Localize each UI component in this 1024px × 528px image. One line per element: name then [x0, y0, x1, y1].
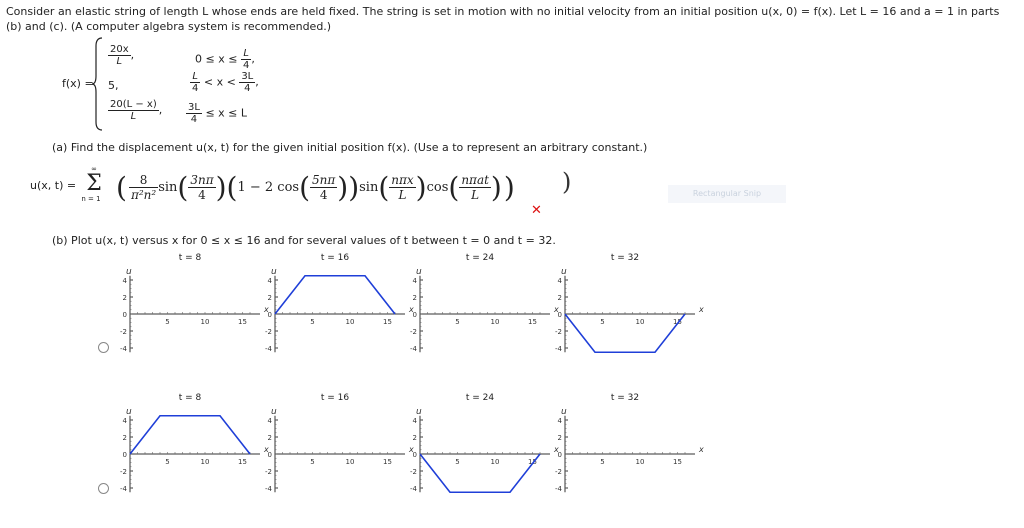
y-tick-label: 0: [267, 311, 272, 319]
y-tick-label: 0: [557, 311, 562, 319]
plot-panel: [255, 250, 415, 360]
problem-intro-2: (b) and (c). (A computer algebra system is recommended.): [6, 20, 332, 33]
arg1-num: 3nπ: [190, 173, 214, 187]
problem-intro: Consider an elastic string of length L whose ends are held fixed. The string is set in motion with no initial velocity from an initial position u(x, 0) = f(x). Let L = 16 and a = 1 in parts: [6, 5, 1000, 18]
y-tick-label: -4: [555, 485, 562, 493]
x-tick-label: 10: [490, 458, 500, 466]
arg3-den: L: [398, 188, 407, 202]
case1-den: L: [116, 56, 123, 67]
arg2-den: 4: [319, 188, 328, 202]
y-tick-label: 2: [267, 434, 272, 442]
coef-den: π²n²: [130, 188, 157, 202]
answer-field[interactable]: [116, 165, 516, 207]
x-axis-label: x: [264, 305, 269, 314]
y-tick-label: -4: [120, 485, 127, 493]
case3-num: 20(L − x): [110, 99, 157, 110]
case2-cond-num2: 3L: [241, 71, 254, 82]
piecewise-brace: [92, 36, 104, 132]
y-tick-label: 4: [557, 277, 562, 285]
plot-panel: [400, 390, 560, 500]
case3-den: L: [130, 111, 137, 122]
x-tick-label: 15: [383, 318, 392, 326]
x-axis-label: x: [264, 445, 269, 454]
y-tick-label: 4: [557, 417, 562, 425]
y-tick-label: 4: [122, 417, 127, 425]
sum-sigma: Σ: [86, 171, 102, 196]
x-axis-label: x: [409, 305, 414, 314]
sin2: sin: [359, 180, 379, 195]
x-tick-label: 15: [238, 318, 247, 326]
radio-option-1[interactable]: [98, 342, 109, 353]
plot-title: t = 16: [320, 393, 350, 403]
plot-panel: [400, 250, 560, 360]
y-tick-label: -4: [410, 485, 417, 493]
case1-num: 20x: [110, 44, 129, 55]
case1-cond-num: L: [241, 48, 251, 60]
y-axis-label: u: [271, 407, 277, 417]
case2-expr: 5,: [108, 79, 119, 92]
y-tick-label: 4: [122, 277, 127, 285]
coef-num: 8: [129, 173, 158, 188]
case1-expr: $\frac{20x}{L}$ ,: [110, 44, 135, 67]
x-tick-label: 15: [238, 458, 247, 466]
x-tick-label: 5: [455, 458, 460, 466]
y-tick-label: -4: [265, 485, 272, 493]
x-axis-label: x: [554, 445, 559, 454]
rectangular-snip-overlay: Rectangular Snip: [668, 185, 786, 203]
part-b-prompt: (b) Plot u(x, t) versus x for 0 ≤ x ≤ 16 and for several values of t between t = 0 and t = 32.: [52, 234, 556, 247]
data-line: [275, 276, 395, 314]
incorrect-icon: ✕: [531, 203, 542, 218]
sin1: sin: [158, 180, 178, 195]
sum-upper: ∞: [91, 165, 97, 173]
x-tick-label: 10: [200, 458, 210, 466]
x-tick-label: 10: [490, 318, 500, 326]
case2-cond-num1: L: [190, 71, 200, 83]
y-axis-label: u: [271, 267, 277, 277]
y-tick-label: 0: [412, 311, 417, 319]
y-tick-label: 0: [122, 451, 127, 459]
x-tick-label: 15: [383, 458, 392, 466]
x-axis-label: x: [554, 305, 559, 314]
plot-title: t = 32: [610, 253, 640, 263]
x-tick-label: 5: [600, 458, 605, 466]
case2-cond-den2: 4: [244, 83, 251, 94]
answer-expression: ( $\frac{8}{\text{π²n²}}$ sin ( $\frac{3n\pi}{4}$ ) ( 1 − 2 cos ( $\frac{5n\pi}{4}$ ) ) sin ( $\frac{\text{nπx}}{L}$ ) cos ( $\frac{\text{nπat}}{L}$ ) ): [116, 171, 515, 204]
y-tick-label: 2: [122, 294, 127, 302]
x-tick-label: 10: [635, 318, 645, 326]
sum-lower: n = 1: [81, 195, 101, 203]
x-tick-label: 15: [528, 318, 537, 326]
y-tick-label: -4: [555, 345, 562, 353]
y-tick-label: 2: [557, 294, 562, 302]
y-tick-label: -2: [555, 328, 562, 336]
y-axis-label: u: [561, 267, 567, 277]
case1-cond: 0 ≤ x ≤ $\frac{L}{4}$ ,: [195, 48, 255, 71]
case1-cond-text: 0 ≤ x ≤: [195, 52, 238, 66]
y-tick-label: 2: [267, 294, 272, 302]
y-tick-label: 4: [267, 417, 272, 425]
y-tick-label: 4: [267, 277, 272, 285]
plot-title: t = 32: [610, 393, 640, 403]
x-axis-label: x: [699, 305, 704, 314]
y-tick-label: -4: [265, 345, 272, 353]
x-tick-label: 15: [673, 458, 682, 466]
x-axis-label: x: [409, 445, 414, 454]
arg1-den: 4: [198, 188, 206, 202]
y-tick-label: 4: [412, 277, 417, 285]
plot-title: t = 24: [465, 393, 495, 403]
y-tick-label: -2: [265, 328, 272, 336]
plot-panel: [110, 250, 270, 360]
y-tick-label: 2: [412, 434, 417, 442]
y-axis-label: u: [126, 267, 132, 277]
part-a-prompt: (a) Find the displacement u(x, t) for the given initial position f(x). (Use a to represent an arbitrary constant.): [52, 141, 648, 154]
radio-option-2[interactable]: [98, 483, 109, 494]
x-tick-label: 5: [600, 318, 605, 326]
cos: cos: [426, 180, 449, 195]
x-tick-label: 10: [345, 318, 355, 326]
plot-panel: [110, 390, 270, 500]
y-axis-label: u: [561, 407, 567, 417]
x-tick-label: 5: [165, 458, 170, 466]
outer-close-paren: ): [562, 168, 572, 196]
y-tick-label: 2: [412, 294, 417, 302]
case2-cond: $\frac{L}{4}$ < x < $\frac{3L}{4}$ ,: [192, 71, 259, 94]
data-line: [420, 454, 540, 492]
arg4-den: L: [471, 188, 480, 202]
y-tick-label: 2: [122, 434, 127, 442]
case3-cond-num: 3L: [188, 102, 200, 113]
y-tick-label: -2: [265, 468, 272, 476]
case3-cond-tail: ≤ x ≤ L: [205, 106, 247, 120]
y-tick-label: -4: [120, 345, 127, 353]
x-tick-label: 15: [528, 458, 537, 466]
plot-title: t = 8: [178, 253, 202, 263]
plot-panel: [255, 390, 415, 500]
x-tick-label: 10: [345, 458, 355, 466]
x-tick-label: 15: [673, 318, 682, 326]
y-tick-label: 0: [557, 451, 562, 459]
y-tick-label: 4: [412, 417, 417, 425]
case3-cond-den: 4: [190, 114, 198, 125]
y-tick-label: -2: [120, 468, 127, 476]
x-tick-label: 10: [200, 318, 210, 326]
plot-title: t = 24: [465, 253, 495, 263]
part-a-lhs: u(x, t) =: [30, 179, 77, 192]
summation: [81, 165, 104, 203]
piecewise-lhs: f(x) =: [62, 77, 94, 90]
x-tick-label: 5: [310, 458, 315, 466]
plot-title: t = 8: [178, 393, 202, 403]
x-tick-label: 10: [635, 458, 645, 466]
plot-title: t = 16: [320, 253, 350, 263]
data-line: [565, 314, 685, 352]
y-tick-label: 0: [122, 311, 127, 319]
x-tick-label: 5: [310, 318, 315, 326]
y-tick-label: -2: [120, 328, 127, 336]
case3-expr: $\frac{20(L - x)}{L}$ ,: [110, 99, 163, 122]
case2-cond-mid: < x <: [203, 75, 236, 89]
case2-cond-den1: 4: [192, 83, 199, 94]
plot-panel: [545, 390, 705, 500]
arg4-num: nπat: [461, 173, 489, 187]
y-tick-label: 2: [557, 434, 562, 442]
x-tick-label: 5: [455, 318, 460, 326]
case3-cond: [186, 102, 247, 125]
y-tick-label: -2: [555, 468, 562, 476]
y-tick-label: 0: [267, 451, 272, 459]
y-tick-label: 0: [412, 451, 417, 459]
plot-panel: [545, 250, 705, 360]
y-tick-label: -2: [410, 328, 417, 336]
arg3-num: nπx: [391, 173, 414, 187]
y-tick-label: -4: [410, 345, 417, 353]
arg2-num: 5nπ: [312, 173, 336, 187]
y-axis-label: u: [416, 407, 422, 417]
y-axis-label: u: [416, 267, 422, 277]
x-axis-label: x: [699, 445, 704, 454]
problem-statement: [6, 4, 1021, 34]
case1-cond-den: 4: [242, 60, 250, 71]
y-tick-label: -2: [410, 468, 417, 476]
data-line: [130, 416, 250, 454]
y-axis-label: u: [126, 407, 132, 417]
x-tick-label: 5: [165, 318, 170, 326]
one-minus-2cos: 1 − 2 cos: [237, 180, 300, 195]
